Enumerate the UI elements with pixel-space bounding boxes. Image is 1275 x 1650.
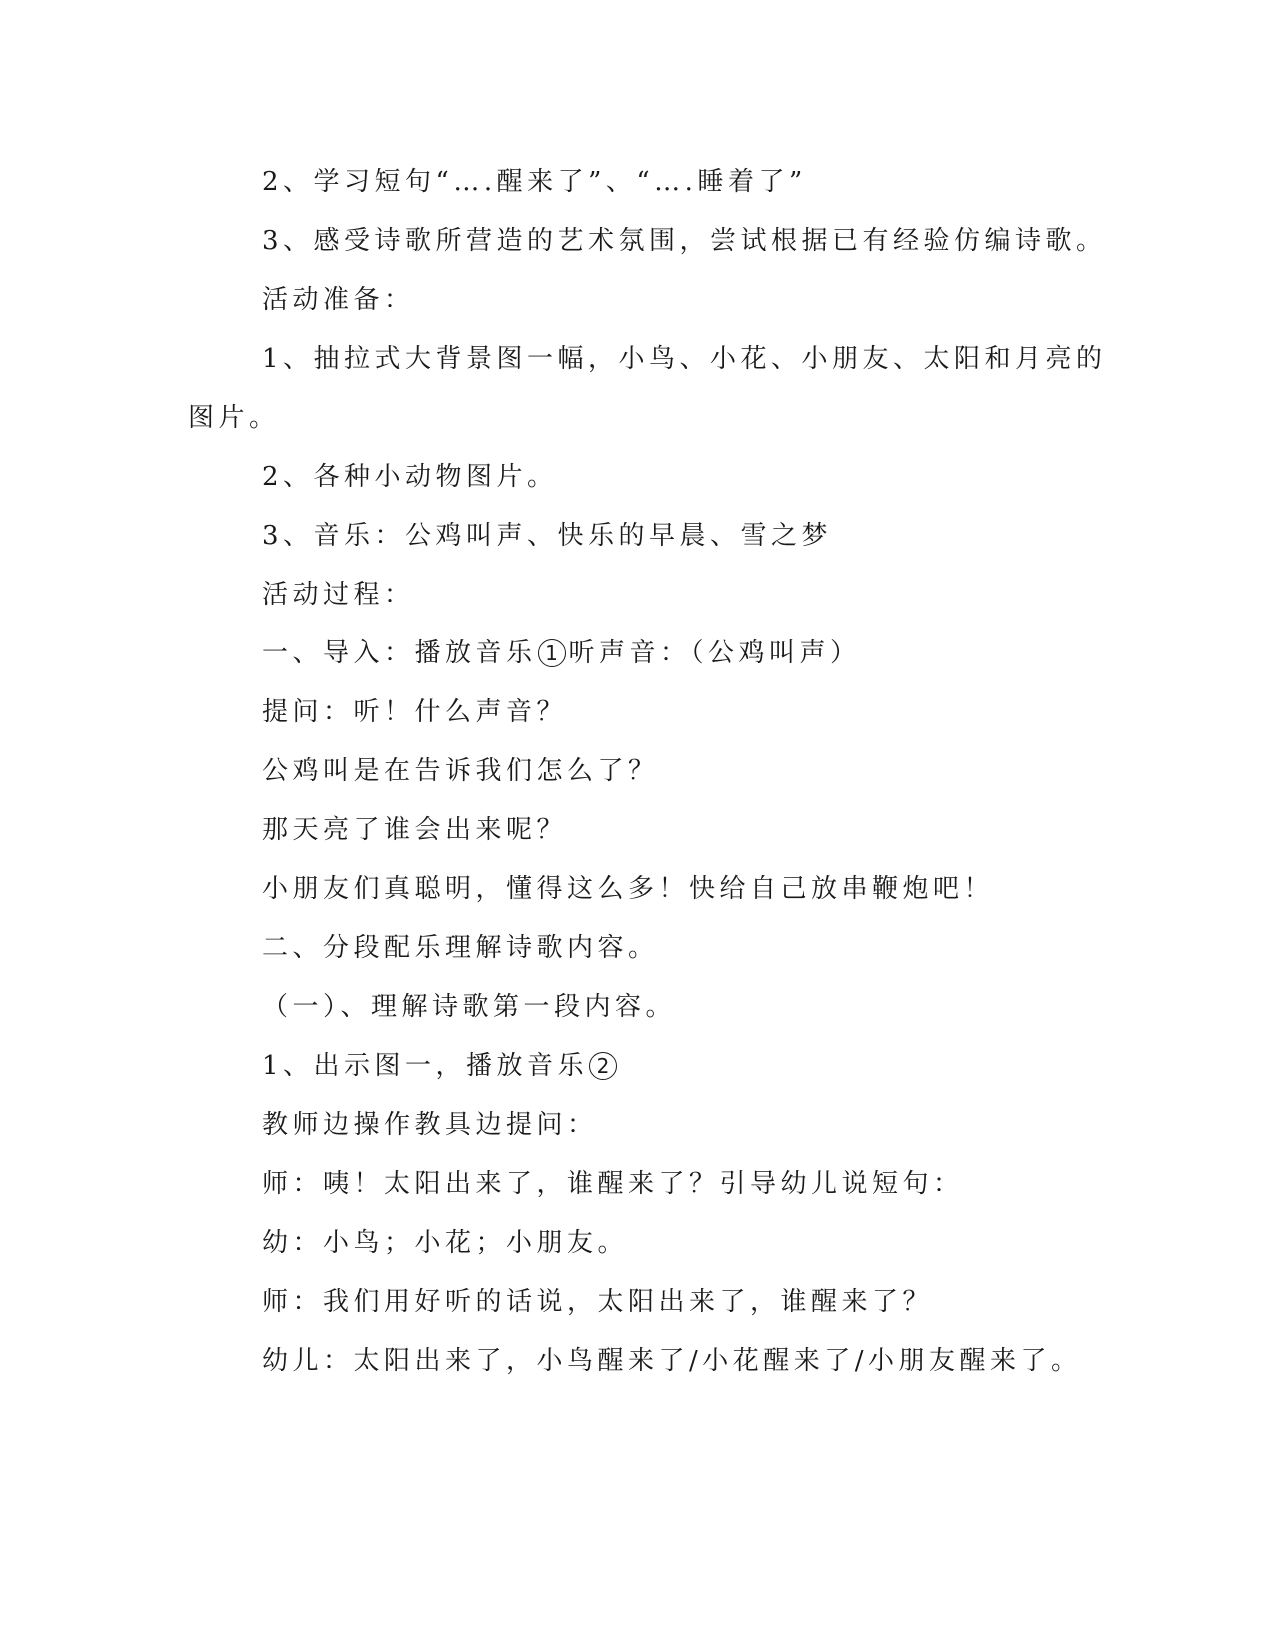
text-line: 2、学习短句“….醒来了”、“….睡着了”: [262, 167, 807, 197]
text-line: 幼儿：太阳出来了，小鸟醒来了/小花醒来了/小朋友醒来了。: [262, 1346, 1082, 1376]
text-line: 3、音乐：公鸡叫声、快乐的早晨、雪之梦: [262, 521, 833, 551]
text-segment: 一、导入：播放音乐: [262, 638, 537, 668]
text-line: 师：我们用好听的话说，太阳出来了，谁醒来了？: [262, 1287, 934, 1317]
text-line: 师：咦！太阳出来了，谁醒来了？引导幼儿说短句：: [262, 1169, 964, 1199]
text-line: 3、感受诗歌所营造的艺术氛围，尝试根据已有经验仿编诗歌。: [262, 226, 1107, 256]
text-line: [262, 1049, 620, 1083]
circled-number: 1: [538, 639, 566, 667]
circled-number: 2: [589, 1052, 617, 1080]
text-line: 教师边操作教具边提问：: [262, 1110, 598, 1140]
text-line: 提问：听！什么声音？: [262, 697, 568, 727]
text-segment: 听声音：（公鸡叫声）: [568, 638, 861, 668]
text-line: [262, 636, 861, 670]
section-heading: 活动过程：: [262, 580, 415, 610]
text-line: 小朋友们真聪明，懂得这么多！快给自己放串鞭炮吧！: [262, 874, 995, 904]
text-line: 公鸡叫是在告诉我们怎么了？: [262, 756, 659, 786]
text-line: 幼：小鸟；小花；小朋友。: [262, 1228, 629, 1258]
subsection-heading: （一）、理解诗歌第一段内容。: [262, 992, 677, 1022]
text-line: 2、各种小动物图片。: [262, 462, 558, 492]
section-heading: 二、分段配乐理解诗歌内容。: [262, 933, 659, 963]
section-heading: 活动准备：: [262, 285, 415, 315]
text-line: 图片。: [188, 403, 280, 433]
text-line: 那天亮了谁会出来呢？: [262, 815, 568, 845]
text-line: 1、抽拉式大背景图一幅，小鸟、小花、小朋友、太阳和月亮的: [262, 344, 1107, 374]
text-segment: 1、出示图一，播放音乐: [262, 1051, 589, 1081]
